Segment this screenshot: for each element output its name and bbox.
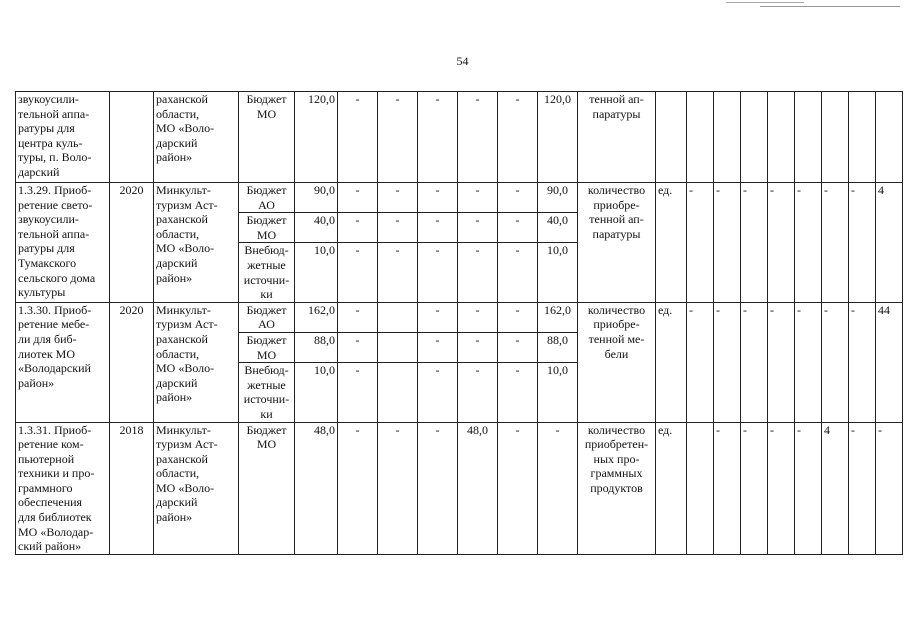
- measure-name-cell: 1.3.31. Приоб- ретение ком- пьютерной техники и про- граммного обеспечения для библиотек МО «Володар- ский район»: [16, 422, 110, 554]
- year-amount-cell: -: [378, 243, 418, 302]
- page-number: 54: [456, 54, 469, 68]
- target-value-cell: -: [714, 302, 741, 422]
- funding-source-cell: Бюджет МО: [239, 213, 295, 243]
- indicator-cell: тенной ап- паратуры: [578, 92, 656, 183]
- total-amount-cell: 162,0: [295, 302, 338, 332]
- target-value-cell: -: [687, 302, 714, 422]
- target-value-cell: -: [822, 302, 849, 422]
- executor-cell: Минкульт- туризм Аст- раханской области, МО «Воло- дарский район»: [154, 422, 239, 554]
- unit-cell: [656, 92, 687, 183]
- target-value-cell: -: [822, 183, 849, 303]
- year-amount-cell: 162,0: [538, 302, 578, 332]
- year-amount-cell: -: [458, 183, 498, 213]
- year-cell: [110, 92, 154, 183]
- year-amount-cell: -: [458, 213, 498, 243]
- total-amount-cell: 48,0: [295, 422, 338, 554]
- target-value-cell: -: [876, 422, 903, 554]
- year-amount-cell: 10,0: [538, 363, 578, 422]
- unit-cell: ед.: [656, 422, 687, 554]
- target-value-cell: -: [795, 422, 822, 554]
- year-amount-cell: -: [338, 422, 378, 554]
- table-row: [16, 302, 903, 332]
- target-value-cell: 4: [822, 422, 849, 554]
- target-value-cell: -: [687, 183, 714, 303]
- year-amount-cell: -: [338, 302, 378, 332]
- year-amount-cell: 90,0: [538, 183, 578, 213]
- funding-source-cell: Внебюд- жетные источни- ки: [239, 243, 295, 302]
- scan-artifact-line: [760, 6, 900, 7]
- executor-cell: Минкульт- туризм Аст- раханской области, МО «Воло- дарский район»: [154, 302, 239, 422]
- year-amount-cell: -: [378, 183, 418, 213]
- year-amount-cell: -: [498, 92, 538, 183]
- target-value-cell: -: [768, 183, 795, 303]
- funding-source-cell: Бюджет МО: [239, 92, 295, 183]
- total-amount-cell: 10,0: [295, 363, 338, 422]
- target-value-cell: 4: [876, 183, 903, 303]
- executor-cell: раханской области, МО «Воло- дарский район»: [154, 92, 239, 183]
- year-amount-cell: -: [498, 422, 538, 554]
- funding-source-cell: Внебюд- жетные источни- ки: [239, 363, 295, 422]
- indicator-cell: количество приобре- тенной ап- паратуры: [578, 183, 656, 303]
- year-amount-cell: 48,0: [458, 422, 498, 554]
- target-value-cell: -: [795, 183, 822, 303]
- year-amount-cell: -: [458, 332, 498, 362]
- year-amount-cell: -: [458, 243, 498, 302]
- unit-cell: ед.: [656, 183, 687, 303]
- target-value-cell: 44: [876, 302, 903, 422]
- year-cell: 2018: [110, 422, 154, 554]
- target-value-cell: -: [741, 302, 768, 422]
- year-amount-cell: -: [418, 363, 458, 422]
- target-value-cell: [687, 422, 714, 554]
- target-value-cell: -: [795, 302, 822, 422]
- target-value-cell: [795, 92, 822, 183]
- funding-source-cell: Бюджет АО: [239, 302, 295, 332]
- target-value-cell: -: [741, 422, 768, 554]
- year-amount-cell: -: [418, 92, 458, 183]
- funding-source-cell: Бюджет АО: [239, 183, 295, 213]
- funding-source-cell: Бюджет МО: [239, 422, 295, 554]
- measure-name-cell: 1.3.30. Приоб- ретение мебе- ли для биб- лиотек МО «Володарский район»: [16, 302, 110, 422]
- target-value-cell: [876, 92, 903, 183]
- year-amount-cell: -: [418, 213, 458, 243]
- year-amount-cell: -: [498, 243, 538, 302]
- year-amount-cell: -: [498, 183, 538, 213]
- target-value-cell: -: [714, 183, 741, 303]
- year-cell: 2020: [110, 302, 154, 422]
- year-amount-cell: [378, 302, 418, 332]
- target-value-cell: [687, 92, 714, 183]
- year-amount-cell: -: [338, 213, 378, 243]
- year-amount-cell: -: [338, 363, 378, 422]
- year-amount-cell: -: [418, 422, 458, 554]
- year-amount-cell: -: [498, 332, 538, 362]
- year-amount-cell: 120,0: [538, 92, 578, 183]
- total-amount-cell: 40,0: [295, 213, 338, 243]
- year-amount-cell: -: [418, 183, 458, 213]
- year-amount-cell: -: [418, 302, 458, 332]
- measure-name-cell: звукоусили- тельной аппа- ратуры для центра куль- туры, п. Воло- дарский: [16, 92, 110, 183]
- table-row: [16, 422, 903, 554]
- target-value-cell: [768, 92, 795, 183]
- table-row: [16, 92, 903, 183]
- unit-cell: ед.: [656, 302, 687, 422]
- table-row: [16, 183, 903, 213]
- executor-cell: Минкульт- туризм Аст- раханской области, МО «Воло- дарский район»: [154, 183, 239, 303]
- year-amount-cell: [378, 332, 418, 362]
- year-amount-cell: -: [338, 92, 378, 183]
- year-amount-cell: -: [538, 422, 578, 554]
- year-amount-cell: 10,0: [538, 243, 578, 302]
- target-value-cell: [849, 92, 876, 183]
- year-amount-cell: -: [338, 183, 378, 213]
- target-value-cell: -: [714, 422, 741, 554]
- target-value-cell: -: [849, 302, 876, 422]
- target-value-cell: [822, 92, 849, 183]
- year-amount-cell: -: [458, 363, 498, 422]
- year-amount-cell: -: [338, 332, 378, 362]
- scan-artifact-line: [726, 2, 804, 3]
- indicator-cell: количество приобретен- ных про- граммных продуктов: [578, 422, 656, 554]
- indicator-cell: количество приобре- тенной ме- бели: [578, 302, 656, 422]
- year-amount-cell: -: [458, 92, 498, 183]
- target-value-cell: -: [768, 302, 795, 422]
- program-measures-table: [15, 91, 903, 555]
- target-value-cell: -: [849, 183, 876, 303]
- target-value-cell: -: [768, 422, 795, 554]
- year-amount-cell: -: [498, 213, 538, 243]
- year-amount-cell: -: [378, 422, 418, 554]
- year-amount-cell: -: [498, 363, 538, 422]
- year-cell: 2020: [110, 183, 154, 303]
- year-amount-cell: -: [458, 302, 498, 332]
- year-amount-cell: -: [498, 302, 538, 332]
- year-amount-cell: -: [418, 332, 458, 362]
- measure-name-cell: 1.3.29. Приоб- ретение свето- звукоусили- тельной аппа- ратуры для Тумакского сельского дома культуры: [16, 183, 110, 303]
- target-value-cell: [714, 92, 741, 183]
- total-amount-cell: 10,0: [295, 243, 338, 302]
- year-amount-cell: [378, 363, 418, 422]
- year-amount-cell: 40,0: [538, 213, 578, 243]
- target-value-cell: [741, 92, 768, 183]
- funding-source-cell: Бюджет МО: [239, 332, 295, 362]
- year-amount-cell: -: [378, 213, 418, 243]
- total-amount-cell: 88,0: [295, 332, 338, 362]
- year-amount-cell: -: [378, 92, 418, 183]
- total-amount-cell: 120,0: [295, 92, 338, 183]
- target-value-cell: -: [741, 183, 768, 303]
- year-amount-cell: -: [418, 243, 458, 302]
- year-amount-cell: -: [338, 243, 378, 302]
- target-value-cell: -: [849, 422, 876, 554]
- total-amount-cell: 90,0: [295, 183, 338, 213]
- year-amount-cell: 88,0: [538, 332, 578, 362]
